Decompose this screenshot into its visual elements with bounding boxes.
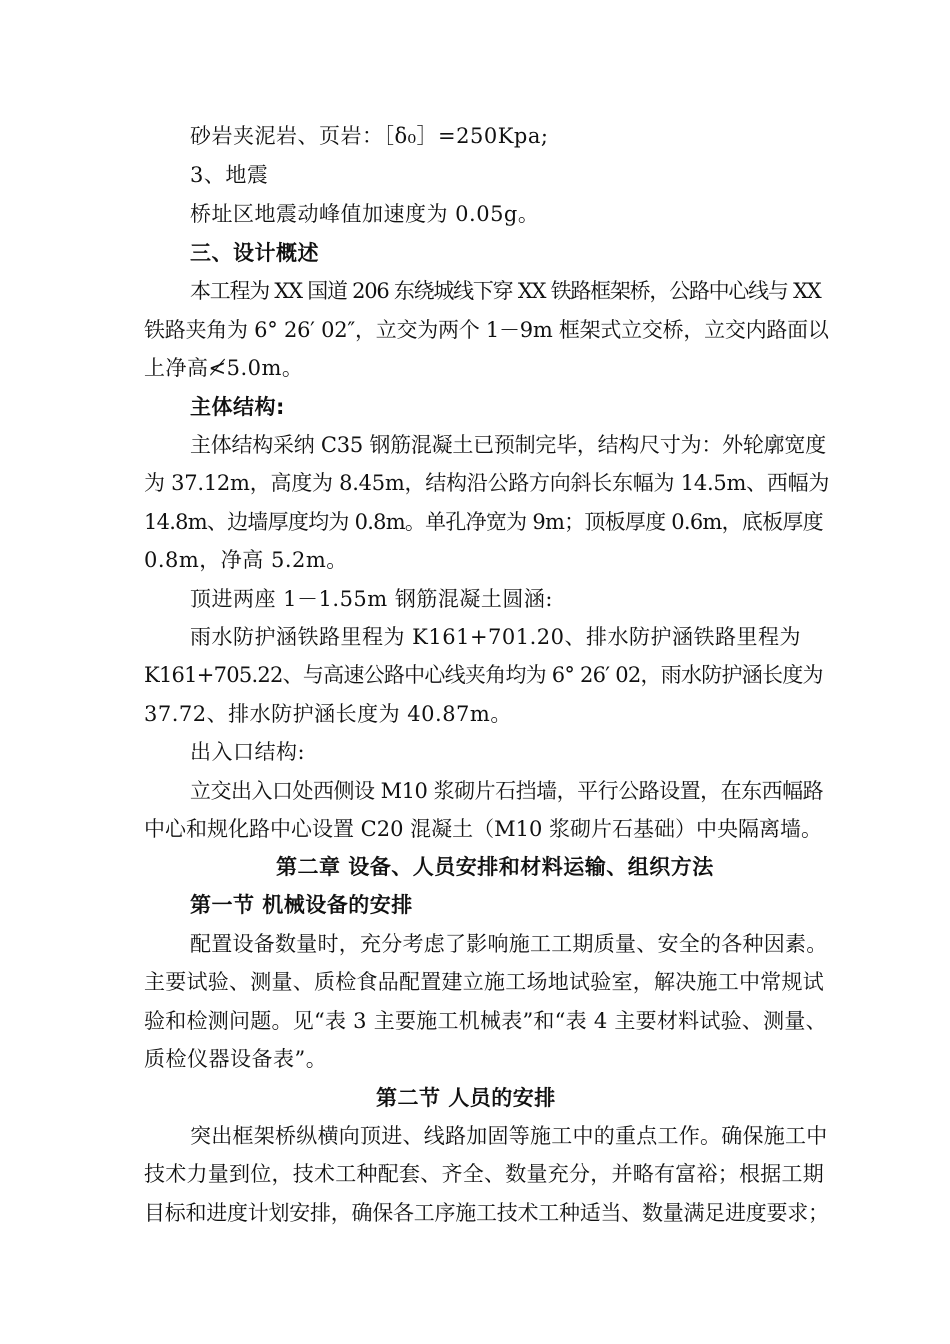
text-line: 桥址区地震动峰值加速度为 0.05g。 — [190, 202, 540, 226]
section-item-earthquake: 3、地震 — [190, 163, 269, 187]
section-heading-personnel: 第二节 人员的安排 — [376, 1086, 556, 1110]
text-line: 突出框架桥纵横向顶进、线路加固等施工中的重点工作。确保施工中 — [190, 1124, 828, 1148]
text-line: 14.8m、边墙厚度均为 0.8m。单孔净宽为 9m；顶板厚度 0.6m，底板厚度 — [144, 510, 823, 534]
text-line: 质检仪器设备表”。 — [144, 1047, 328, 1071]
text-line: 立交出入口处西侧设 M10 浆砌片石挡墙，平行公路设置，在东西幅路 — [190, 779, 824, 803]
text-line: 雨水防护涵铁路里程为 K161+701.20、排水防护涵铁路里程为 — [190, 625, 802, 649]
section-heading-design-overview: 三、设计概述 — [190, 241, 319, 265]
text-line: 0.8m，净高 5.2m。 — [144, 548, 348, 572]
text-line: 顶进两座 1－1.55m 钢筋混凝土圆涵: — [190, 587, 553, 611]
subheading-main-structure: 主体结构: — [190, 395, 285, 419]
text-line: 中心和规化路中心设置 C20 混凝土（M10 浆砌片石基础）中央隔离墙。 — [144, 817, 823, 841]
text-line: K161+705.22、与高速公路中心线夹角均为 6° 26′ 02，雨水防护涵长度为 — [144, 663, 823, 687]
text-line: 为 37.12m，高度为 8.45m，结构沿公路方向斜长东幅为 14.5m、西幅为 — [144, 471, 830, 495]
text-line: 上净高≮5.0m。 — [144, 356, 304, 380]
text-line: 主体结构采纳 C35 钢筋混凝土已预制完毕，结构尺寸为：外轮廓宽度 — [190, 433, 826, 457]
section-heading-equipment: 第一节 机械设备的安排 — [190, 893, 413, 917]
text-line: 铁路夹角为 6° 26′ 02″，立交为两个 1－9m 框架式立交桥，立交内路面以 — [144, 318, 829, 342]
text-line: 目标和进度计划安排，确保各工序施工技术工种适当、数量满足进度要求； — [144, 1201, 829, 1225]
text-line: 配置设备数量时，充分考虑了影响施工工期质量、安全的各种因素。 — [190, 932, 828, 956]
text-line: 技术力量到位，技术工种配套、齐全、数量充分，并略有富裕；根据工期 — [144, 1162, 824, 1186]
chapter-heading: 第二章 设备、人员安排和材料运输、组织方法 — [276, 855, 714, 879]
text-line: 砂岩夹泥岩、页岩：［δ₀］=250Kpa; — [190, 124, 549, 148]
text-line: 出入口结构: — [190, 740, 306, 764]
text-line: 主要试验、测量、质检食品配置建立施工场地试验室，解决施工中常规试 — [144, 970, 824, 994]
text-line: 本工程为 XX 国道 206 东绕城线下穿 XX 铁路框架桥，公路中心线与 XX — [190, 279, 821, 303]
text-line: 验和检测问题。见“表 3 主要施工机械表”和“表 4 主要材料试验、测量、 — [144, 1009, 827, 1033]
text-line: 37.72、排水防护涵长度为 40.87m。 — [144, 702, 512, 726]
